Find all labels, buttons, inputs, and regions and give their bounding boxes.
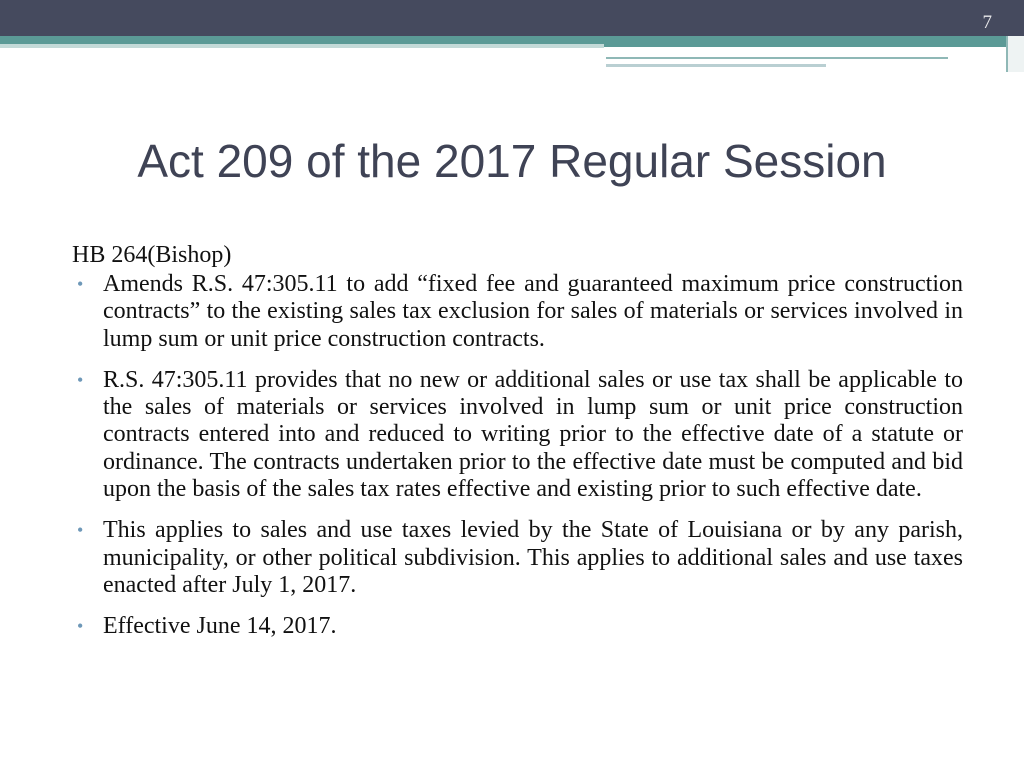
bullet-item [72,271,963,353]
bullet-icon: • [77,616,84,637]
header-corner-decoration [1006,36,1024,72]
bullet-icon: • [77,274,84,294]
bullet-text: Effective June 14, 2017. [103,613,337,640]
bullet-item [72,367,963,503]
header-bar [0,0,1024,36]
slide-title: Act 209 of the 2017 Regular Session [137,135,887,187]
bullet-item [72,613,963,640]
slide-number: 7 [982,12,992,33]
bullet-text: This applies to sales and use taxes levied by the State of Louisiana or by any parish, municipality, or other political subdivision. This applies to additional sales and use taxes enacted after July 1, 2017. [103,517,963,598]
bullet-item [72,517,963,599]
bullet-text: R.S. 47:305.11 provides that no new or additional sales or use tax shall be applicable to the sales of materials or services involved in lump sum or unit price construction contracts entered into and reduced to writing prior to the effective date of a statute or ordinance. The contracts undertaken prior to the effective date must be computed and bid upon the basis of the sales tax rates effective and existing prior to such effective date. [103,366,963,503]
bullet-icon: • [77,369,84,390]
bill-subheading: HB 264(Bishop) [72,242,232,268]
header-accent-line [606,64,826,67]
slide-content [72,241,963,655]
header-accent-stripe [0,36,1006,44]
bullet-list [72,271,963,641]
bullet-text: Amends R.S. 47:305.11 to add “fixed fee and guaranteed maximum price construction contracts” to the existing sales tax exclusion for sales of materials or services involved in lump sum or unit price construction contracts. [103,271,963,352]
header-accent-line [606,57,948,59]
bullet-icon: • [77,520,84,541]
